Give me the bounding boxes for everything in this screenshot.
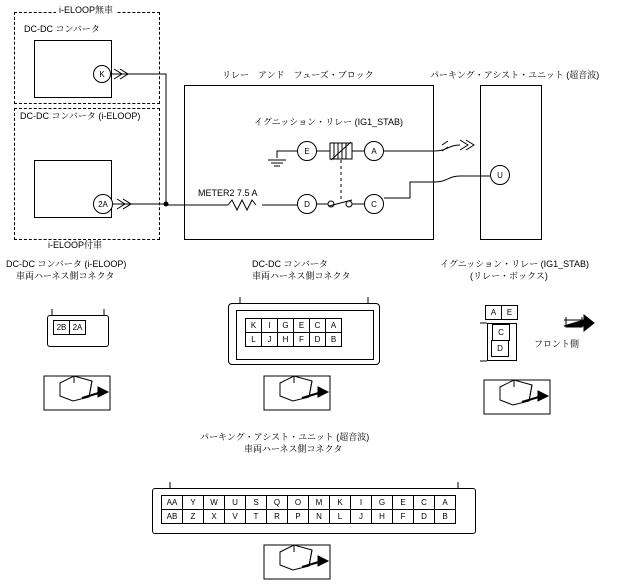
connector-1-title-1: DC-DC コンバータ (i-ELOOP) — [6, 259, 127, 269]
pin: I — [350, 495, 372, 510]
pin: V — [224, 509, 246, 524]
fuse-label: METER2 7.5 A — [198, 188, 258, 198]
pin: E — [293, 318, 310, 333]
connector-2-title-1: DC-DC コンバータ — [252, 259, 328, 269]
pin: Q — [266, 495, 288, 510]
i-eloop-none-label: i-ELOOP無車 — [56, 5, 116, 16]
terminal-u: U — [490, 165, 510, 185]
pin: O — [287, 495, 309, 510]
pin: B — [434, 509, 456, 524]
pin: H — [277, 332, 294, 347]
pin: L — [329, 509, 351, 524]
connector-4-title-1: パーキング・アシスト・ユニット (超音波) — [200, 432, 370, 442]
pin: C — [309, 318, 326, 333]
pin: N — [308, 509, 330, 524]
pin: E — [501, 305, 518, 320]
pin: Z — [182, 509, 204, 524]
pin: 2B — [53, 320, 70, 335]
pin: Y — [182, 495, 204, 510]
pin: 2A — [69, 320, 86, 335]
terminal-k: K — [93, 65, 111, 83]
pin: X — [203, 509, 225, 524]
pin: I — [261, 318, 278, 333]
relay-fuse-block-label: リレー アンド フューズ・ブロック — [222, 70, 374, 80]
pin: D — [491, 340, 509, 357]
pin: G — [277, 318, 294, 333]
pin: K — [329, 495, 351, 510]
pin: U — [224, 495, 246, 510]
connector-1-title-2: 車両ハーネス側コネクタ — [16, 271, 115, 281]
relay-terminal-e: E — [297, 141, 317, 161]
i-eloop-equipped-label: i-ELOOP付車 — [45, 240, 105, 251]
pin: E — [392, 495, 414, 510]
relay-terminal-a: A — [364, 141, 384, 161]
connector-2-title-2: 車両ハーネス側コネクタ — [252, 271, 351, 281]
pin: A — [485, 305, 502, 320]
dcdc-converter-label-top: DC-DC コンバータ — [24, 24, 100, 34]
dcdc-converter-ieloop-label: DC-DC コンバータ (i-ELOOP) — [20, 111, 141, 121]
pin: L — [245, 332, 262, 347]
pin: S — [245, 495, 267, 510]
front-side-label: フロント側 — [534, 339, 580, 349]
pin: F — [392, 509, 414, 524]
pin: M — [308, 495, 330, 510]
pin: H — [371, 509, 393, 524]
pin: C — [413, 495, 435, 510]
pin: F — [293, 332, 310, 347]
connector-3-title-1: イグニッション・リレー (IG1_STAB) — [440, 259, 589, 269]
pin: C — [492, 324, 510, 341]
pin: AB — [161, 509, 183, 524]
pin: J — [261, 332, 278, 347]
relay-terminal-d: D — [297, 194, 317, 214]
pin: D — [413, 509, 435, 524]
pin: G — [371, 495, 393, 510]
connector-3-title-2: (リレー・ボックス) — [470, 271, 548, 281]
pin: D — [309, 332, 326, 347]
pin: P — [287, 509, 309, 524]
pin: K — [245, 318, 262, 333]
terminal-2a: 2A — [93, 194, 113, 214]
pin: B — [325, 332, 342, 347]
pin: J — [350, 509, 372, 524]
pin: AA — [161, 495, 183, 510]
ignition-relay-label: イグニッション・リレー (IG1_STAB) — [254, 117, 403, 127]
parking-assist-unit-label: パーキング・アシスト・ユニット (超音波) — [430, 70, 600, 80]
pin: A — [434, 495, 456, 510]
pin: T — [245, 509, 267, 524]
relay-terminal-c: C — [364, 194, 384, 214]
pin: R — [266, 509, 288, 524]
pin: A — [325, 318, 342, 333]
connector-4-title-2: 車両ハーネス側コネクタ — [244, 444, 343, 454]
pin: W — [203, 495, 225, 510]
